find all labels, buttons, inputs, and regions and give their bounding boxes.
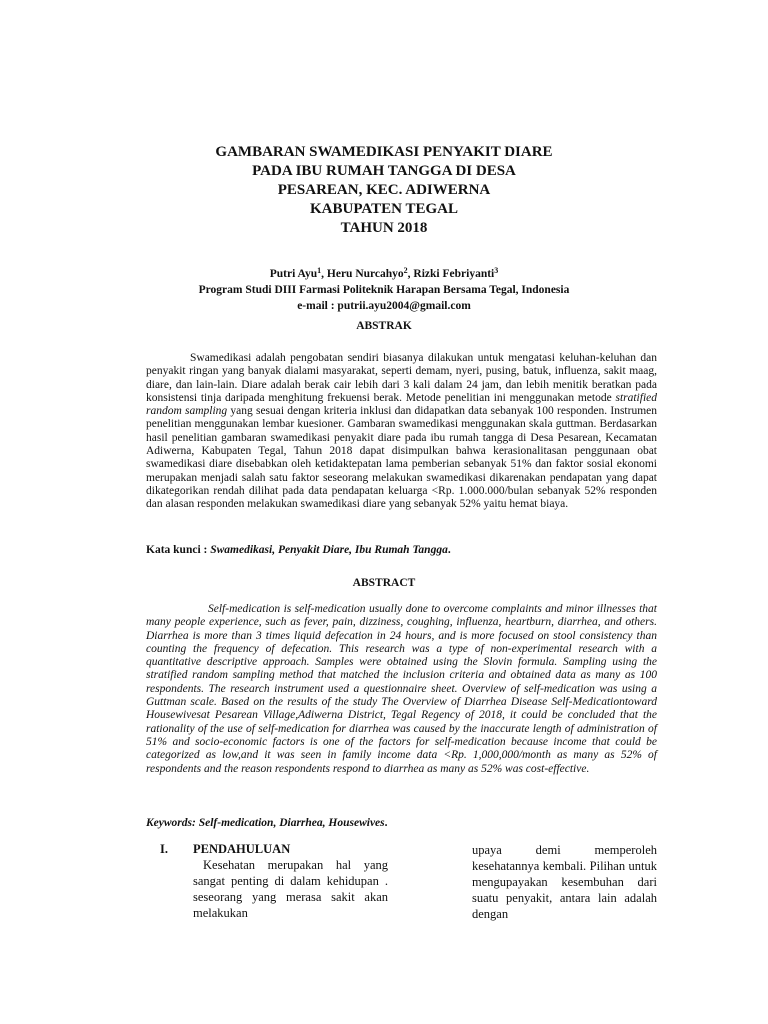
kata-kunci-value: Swamedikasi, Penyakit Diare, Ibu Rumah Tangga [210, 544, 448, 556]
title-line-2: PADA IBU RUMAH TANGGA DI DESA [252, 163, 516, 179]
title-line-3: PESAREAN, KEC. ADIWERNA [277, 182, 491, 198]
abstract-body [146, 603, 657, 776]
keywords-label: Keywords: [146, 817, 196, 829]
keywords: Keywords: Self-medication, Diarrhea, Housewives. [146, 817, 388, 829]
left-column [160, 841, 388, 921]
abstract-heading: ABSTRACT [352, 577, 416, 589]
author-3-affil: 3 [494, 266, 499, 275]
kata-kunci: Kata kunci : Swamedikasi, Penyakit Diare, Ibu Rumah Tangga. [146, 544, 451, 556]
kata-kunci-label: Kata kunci : [146, 544, 208, 556]
intro-paragraph-right: upaya demi memperoleh kesehatannya kembali. Pilihan untuk mengupayakan kesembuhan dari suatu penyakit, antara lain adalah dengan [472, 843, 657, 921]
left-column-body [193, 857, 388, 921]
title-line-4: KABUPATEN TEGAL [310, 201, 458, 217]
author-names: Putri Ayu$^1$, Heru Nurcahyo$^2$, Rizki Febriyanti$^3$ [269, 266, 499, 280]
title-line-1: GAMBARAN SWAMEDIKASI PENYAKIT DIARE [215, 144, 553, 160]
section-title: PENDAHULUAN [193, 842, 291, 856]
author-2-affil: 2 [403, 266, 408, 275]
abstrak-text-part2: yang sesuai dengan kriteria inklusi dan didapatkan data sebanyak 100 responden. Instrumen penelitian menggunakan lembar kuesioner. Gambaran swamedikasi menggunakan skala guttman. Berdasarkan hasil penelitian gambaran swamedikasi penyakit diare pada ibu rumah tangga di Desa Pesarean, Kecamatan Adiwerna, Kabupaten Tegal, Tahun 2018 dapat disimpulkan bahwa kerasionalitasan penggunaan obat swamedikasi diare disebabkan oleh ketidaktepatan lama pemberian sebanyak 51% dan faktor sosial ekonomi merupakan menjadi salah satu faktor seseorang melakukan swamedikasi dikarenakan pendapatan yang dapat dikategorikan rendah dilihat pada data pendapatan keluarga <Rp. 1.000.000/bulan sebanyak 52% responden dan alasan responden melakukan swamedikasi diare yang sebanyak 52% yaitu hemat biaya. [146, 405, 657, 511]
abstract-paragraph: Self-medication is self-medication usually done to overcome complaints and minor illnesses that many people experience, such as fever, pain, dizziness, coughing, influenza, heartburn, diarrhea, and others. Diarrhea is more than 3 times liquid defecation in 24 hours, and is more focused on stool consistency than counting the frequency of defecation. This research was a type of non-experimental research with a quantitative descriptive approach. Samples were obtained using the Slovin formula. Sampling using the stratified random sampling method that matched the inclusion criteria and obtained data as many as 100 respondents. The research instrument used a questionnaire sheet. Overview of self-medication was using a Guttman scale. Based on the results of the study The Overview of Diarrhea Disease Self-Medicationtoward Housewivesat Pesarean Village,Adiwerna District, Tegal Regency of 2018, it could be concluded that the rationality of the use of self-medication for diarrhea was caused by the inaccurate length of administration of 51% and socio-economic factors is one of the factors for self-medication because income that could be categorized as low,and it was seen in family income data <Rp. 1,000,000/month as many as 52% of respondents and the reason respondents respond to diarrhea as many as 52% was cost-effective. [146, 603, 657, 775]
author-block [140, 266, 628, 314]
abstrak-text-italic: stratified random sampling [146, 391, 657, 418]
section-number: I. [160, 842, 168, 856]
section-heading [160, 841, 388, 857]
right-column [472, 842, 657, 922]
abstrak-paragraph [146, 352, 657, 512]
email: e-mail : putrii.ayu2004@gmail.com [297, 300, 471, 312]
paper-title [140, 143, 628, 238]
keywords-value: Self-medication, Diarrhea, Housewives [198, 817, 385, 829]
abstrak-body [146, 352, 657, 512]
abstrak-text-part1: Swamedikasi adalah pengobatan sendiri biasanya dilakukan untuk mengatasi keluhan-keluhan dan penyakit ringan yang banyak dialami masyarakat, seperti demam, nyeri, pusing, batuk, influenza, sakit maag, diare, dan lain-lain. Diare adalah berak cair lebih dari 3 kali dalam 24 jam, dan lebih menitik beratkan pada konsistensi tinja daripada menghitung frekuensi berak. Metode penelitian ini menggunakan metode [146, 352, 657, 404]
author-3: Rizki Febriyanti [413, 268, 495, 280]
author-1: Putri Ayu [269, 268, 318, 280]
title-line-5: TAHUN 2018 [340, 220, 428, 236]
affiliation: Program Studi DIII Farmasi Politeknik Harapan Bersama Tegal, Indonesia [198, 284, 570, 296]
abstrak-heading: ABSTRAK [356, 320, 412, 332]
intro-paragraph-left: Kesehatan merupakan hal yang sangat penting di dalam kehidupan . seseorang yang merasa sakit akan melakukan [193, 858, 388, 920]
author-1-affil: 1 [317, 266, 322, 275]
author-2: Heru Nurcahyo [326, 268, 404, 280]
